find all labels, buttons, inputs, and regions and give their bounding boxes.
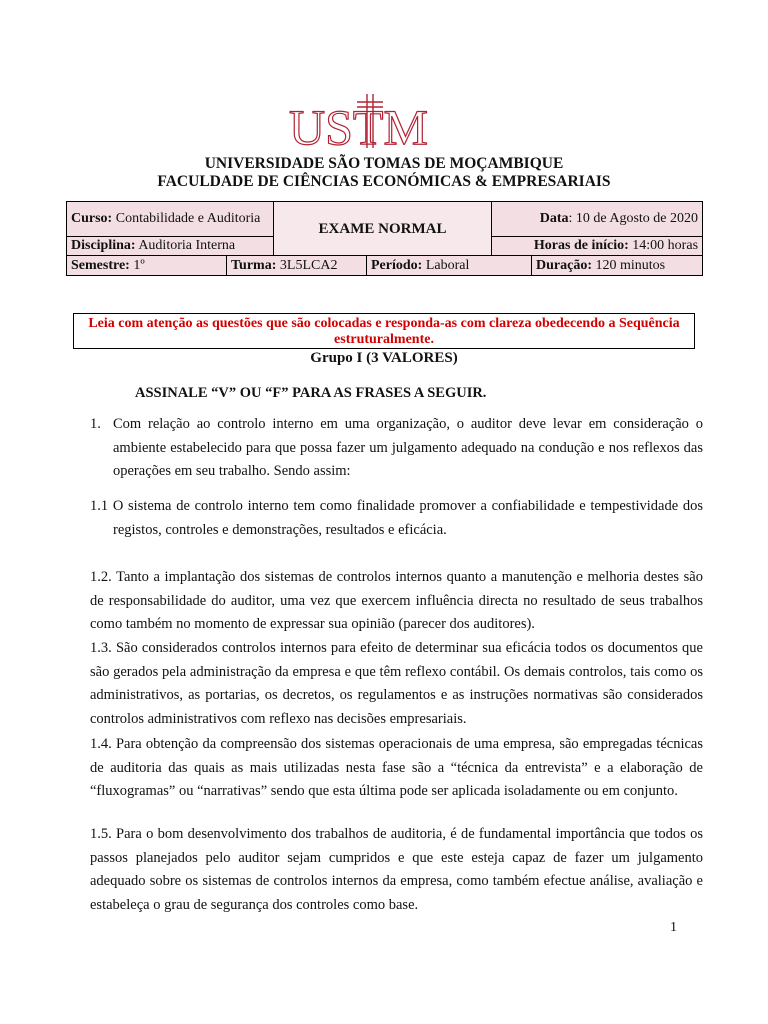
statement-1-2	[90, 566, 703, 637]
duracao-label: Duração:	[536, 257, 593, 273]
horas-cell	[492, 237, 703, 256]
exam-title: EXAME NORMAL	[274, 202, 492, 256]
statement-1-4	[90, 733, 703, 804]
statement-1-5	[90, 823, 703, 917]
disciplina-label: Disciplina:	[71, 238, 136, 253]
statement-1-5-text: 1.5. Para o bom desenvolvimento dos trabalhos de auditoria, é de fundamental importância que todos os passos planejados pelo auditor sejam cumpridos e que este esteja capaz de fazer um julgamento adequado sobre os sistemas de controlos internos da empresa, como também efectue análise, avaliação e estabeleça o grau de segurança dos controles como base.	[90, 826, 703, 913]
periodo-cell	[367, 256, 532, 276]
duracao-value: 120 minutos	[595, 257, 666, 273]
statement-1-2-text: 1.2. Tanto a implantação dos sistemas de controlos internos quanto a manutenção e melhoria destes são de responsabilidade do auditor, uma vez que exercem influência directa no resultado de seus trabalhos como também no momento de expressar sua opinião (parecer dos auditores).	[90, 569, 703, 632]
statement-1-3-text: 1.3. São considerados controlos internos para efeito de determinar sua eficácia todos os documentos que são gerados pela administração da empresa e que têm reflexo contábil. Os demais controlos, tais como os administrativos, as portarias, os decretos, os regulamentos e as instruções normativas são considerados controlos administrativos com reflexo nas decisões empresariais.	[90, 640, 703, 727]
group-title: Grupo I (3 VALORES)	[310, 350, 458, 366]
periodo-value: Laboral	[425, 257, 470, 273]
statement-1-3	[90, 637, 703, 731]
semestre-cell	[67, 256, 227, 276]
curso-value: Contabilidade e Auditoria	[115, 211, 261, 226]
horas-value: 14:00 horas	[632, 238, 699, 253]
instructions-notice: Leia com atenção as questões que são colocadas e responda-as com clareza obedecendo a Sequência estruturalmente.	[73, 313, 695, 349]
semestre-value: 1º	[133, 257, 145, 273]
duracao-cell	[532, 256, 703, 276]
curso-label: Curso:	[71, 211, 113, 226]
periodo-label: Período:	[371, 257, 423, 273]
statement-1-1-text: 1.1 O sistema de controlo interno tem como finalidade promover a confiabilidade e tempestividade dos registos, controles e demonstrações, resultados e eficácia.	[90, 498, 703, 538]
data-label: Data	[539, 211, 569, 226]
turma-value: 3L5LCA2	[279, 257, 338, 273]
question-1-text: Com relação ao controlo interno em uma organização, o auditor deve levar em consideração o ambiente estabelecido para que possa fazer um julgamento adequado na condução e nos reflexos das operações em seu trabalho. Sendo assim:	[113, 416, 703, 479]
page-number: 1	[670, 920, 677, 935]
curso-cell	[67, 202, 274, 237]
turma-label: Turma:	[231, 257, 277, 273]
section-instruction: ASSINALE “V” OU “F” PARA AS FRASES A SEGUIR.	[135, 385, 487, 401]
disciplina-cell	[67, 237, 274, 256]
logo-text: USTM	[289, 99, 428, 152]
faculty-name: FACULDADE DE CIÊNCIAS ECONÓMICAS & EMPRESARIAIS	[157, 173, 611, 190]
statement-1-4-text: 1.4. Para obtenção da compreensão dos sistemas operacionais de uma empresa, são empregadas técnicas de auditoria das quais as mais utilizadas nesta fase são a “técnica da entrevista” e a elaboração de “fluxogramas” ou “narrativas” sendo que esta última pode ser aplicada isoladamente ou em conjunto.	[90, 736, 703, 799]
ustm-logo	[287, 92, 447, 152]
university-name: UNIVERSIDADE SÃO TOMAS DE MOÇAMBIQUE	[204, 155, 564, 172]
exam-info-table	[66, 201, 703, 276]
question-1	[90, 413, 703, 484]
semestre-label: Semestre:	[71, 257, 130, 273]
disciplina-value: Auditoria Interna	[138, 238, 236, 253]
statement-1-1	[90, 495, 703, 542]
question-1-number: 1.	[90, 416, 101, 432]
turma-cell	[227, 256, 367, 276]
data-value: : 10 de Agosto de 2020	[568, 211, 699, 226]
data-cell	[492, 202, 703, 237]
horas-label: Horas de início:	[533, 238, 629, 253]
